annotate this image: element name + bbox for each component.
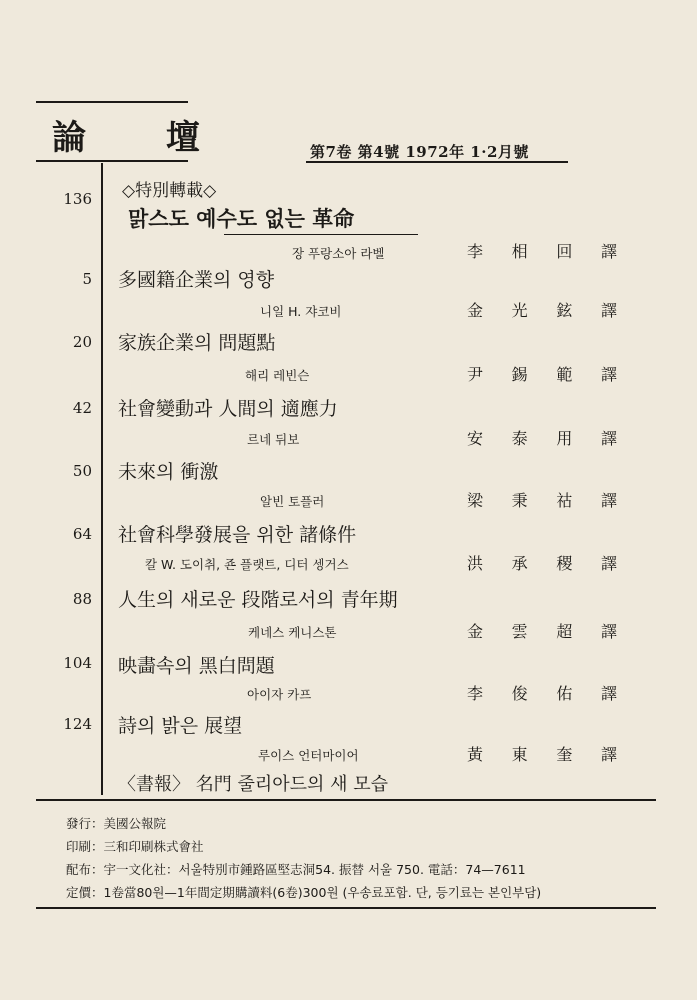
issue-underline <box>306 161 568 163</box>
article-title-underline <box>224 234 418 235</box>
article-author: 니일 H. 쟈코비 <box>260 304 342 319</box>
translator-char: 李 <box>467 684 484 703</box>
article-author: 케네스 케니스톤 <box>248 625 337 640</box>
article-translator <box>467 239 617 262</box>
translator-char: 譯 <box>600 622 617 641</box>
article-title: 社會變動과 人間의 適應力 <box>118 398 338 420</box>
translator-char: 光 <box>511 301 528 320</box>
article-title: 映畵속의 黑白問題 <box>118 655 275 677</box>
translator-char: 範 <box>556 365 573 384</box>
translator-char: 譯 <box>600 491 617 510</box>
page-number: 50 <box>72 462 92 480</box>
translator-char: 相 <box>511 242 528 261</box>
translator-char: 東 <box>511 745 528 764</box>
translator-char: 黃 <box>467 745 484 764</box>
masthead-top-rule <box>36 101 188 103</box>
article-title: 社會科學發展을 위한 諸條件 <box>118 524 357 546</box>
article-author: 루이스 언터마이어 <box>258 748 359 763</box>
article-translator <box>467 742 617 765</box>
page-number: 88 <box>72 590 92 608</box>
translator-char: 譯 <box>600 745 617 764</box>
translator-char: 譯 <box>600 554 617 573</box>
article-translator <box>467 298 617 321</box>
translator-char: 超 <box>556 622 573 641</box>
issue-line: 第7卷 第4號 1972年 1·2月號 <box>310 143 529 161</box>
translator-char: 譯 <box>600 301 617 320</box>
magazine-title: 論 壇 <box>52 118 234 158</box>
book-review-line: 〈書報〉 名門 줄리아드의 새 모습 <box>118 774 388 795</box>
article-title: 家族企業의 問題點 <box>118 332 276 354</box>
article-translator <box>467 551 617 574</box>
translator-char: 泰 <box>511 429 528 448</box>
colophon-top-rule <box>36 799 656 801</box>
translator-char: 譯 <box>600 429 617 448</box>
article-title: 맑스도 예수도 없는 革命 <box>128 206 355 231</box>
distribution-line: 配布：宇一文化社：서울特別市鍾路區堅志洞54. 振替 서울 750. 電話：74—7611 <box>66 862 526 877</box>
translator-char: 梁 <box>467 491 484 510</box>
publisher-line: 發行：美國公報院 <box>66 816 167 831</box>
article-author: 칼 W. 도이취, 죤 플랫트, 디터 셍거스 <box>145 557 349 572</box>
article-translator <box>467 426 617 449</box>
translator-char: 譯 <box>600 242 617 261</box>
article-title: 人生의 새로운 段階로서의 青年期 <box>118 589 398 611</box>
translator-char: 金 <box>467 301 484 320</box>
colophon-bottom-rule <box>36 907 656 909</box>
price-line: 定價：1卷當80원—1年間定期購讀料(6卷)300원 (우송료포함. 단, 등기료는 본인부담) <box>66 885 542 900</box>
article-translator <box>467 362 617 385</box>
page-number: 20 <box>72 333 92 351</box>
article-author: 알빈 토플러 <box>260 494 325 509</box>
translator-char: 尹 <box>467 365 484 384</box>
printer-line: 印刷：三和印刷株式會社 <box>66 839 204 854</box>
article-translator <box>467 619 617 642</box>
translator-char: 佑 <box>556 684 573 703</box>
translator-char: 俊 <box>511 684 528 703</box>
page-column-divider <box>101 163 103 795</box>
page-number: 104 <box>63 654 92 672</box>
translator-char: 錫 <box>511 365 528 384</box>
article-title: 詩의 밝은 展望 <box>118 715 243 737</box>
special-reprint-heading: ◇特別轉載◇ <box>122 181 217 201</box>
article-author: 아이자 카프 <box>247 687 312 702</box>
translator-char: 安 <box>467 429 484 448</box>
translator-char: 回 <box>556 242 573 261</box>
translator-char: 鉉 <box>556 301 573 320</box>
page-number: 124 <box>63 715 92 733</box>
page-number: 64 <box>72 525 92 543</box>
translator-char: 秉 <box>511 491 528 510</box>
translator-char: 祜 <box>556 491 573 510</box>
article-translator <box>467 488 617 511</box>
translator-char: 金 <box>467 622 484 641</box>
translator-char: 承 <box>511 554 528 573</box>
translator-char: 用 <box>556 429 573 448</box>
article-author: 르네 뒤보 <box>247 432 300 447</box>
translator-char: 譯 <box>600 684 617 703</box>
article-title: 多國籍企業의 영향 <box>118 269 275 291</box>
masthead-bottom-rule <box>36 160 188 162</box>
article-author: 해리 레빈슨 <box>245 368 310 383</box>
translator-char: 雲 <box>511 622 528 641</box>
translator-char: 稷 <box>556 554 573 573</box>
page-number: 136 <box>63 190 92 208</box>
article-translator <box>467 681 617 704</box>
article-author: 장 푸랑소아 라벨 <box>292 246 385 261</box>
article-title: 未來의 衝激 <box>118 461 219 483</box>
page-number: 5 <box>82 270 92 288</box>
translator-char: 洪 <box>467 554 484 573</box>
translator-char: 李 <box>467 242 484 261</box>
translator-char: 譯 <box>600 365 617 384</box>
page-number: 42 <box>72 399 92 417</box>
translator-char: 奎 <box>556 745 573 764</box>
